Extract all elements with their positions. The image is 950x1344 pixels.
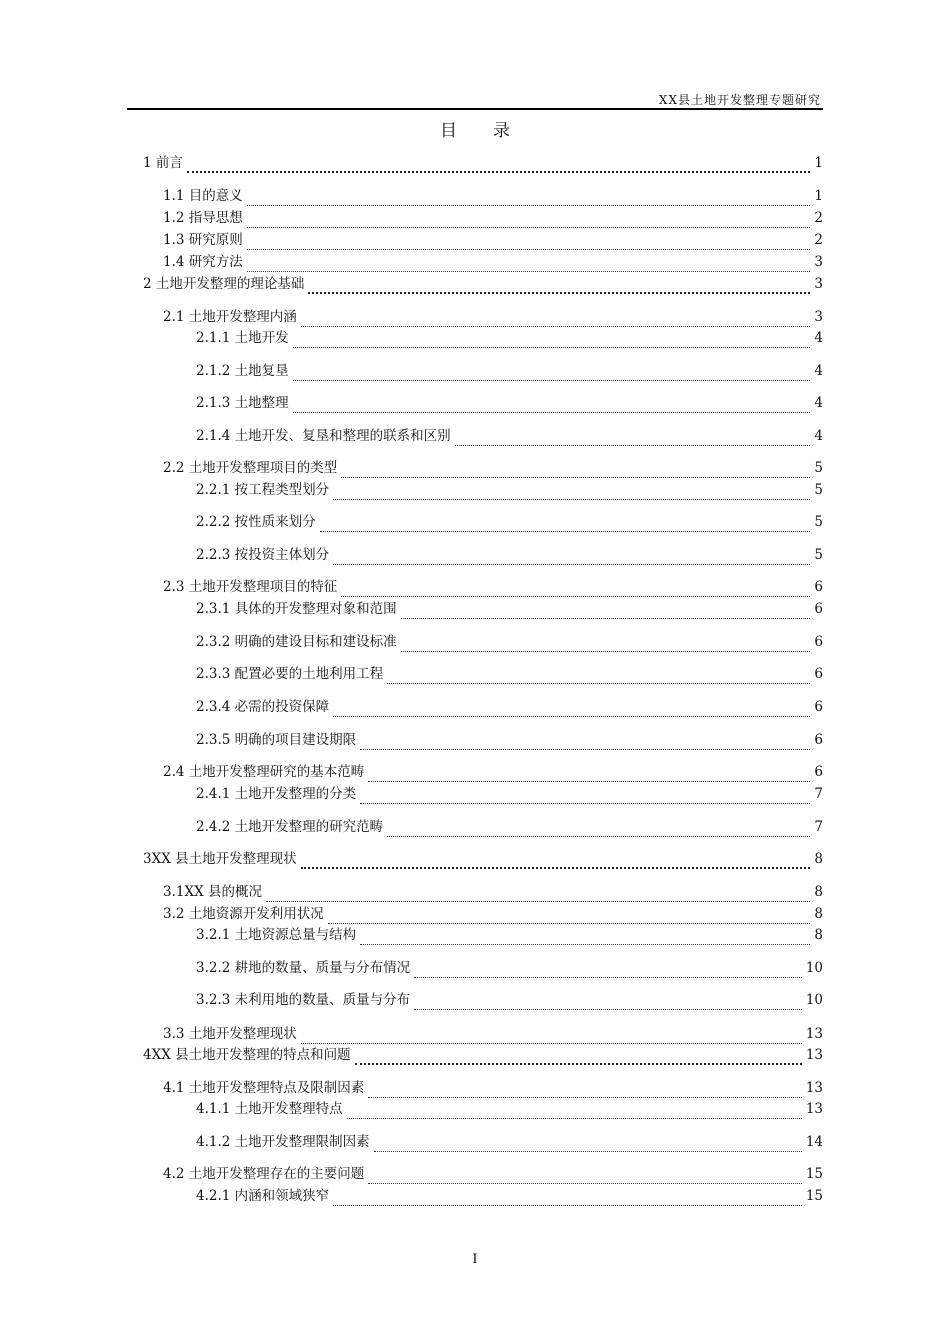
toc-entry-page: 14 — [805, 1134, 823, 1150]
toc-entry-page: 15 — [805, 1188, 823, 1204]
dot-leader — [355, 1049, 802, 1065]
toc-entry-page: 7 — [814, 819, 823, 835]
dot-leader — [333, 1191, 802, 1206]
dot-leader — [266, 887, 810, 902]
toc-entry[interactable] — [196, 599, 823, 619]
dot-leader — [374, 1137, 802, 1152]
toc-entry[interactable] — [163, 1078, 823, 1098]
toc-entry[interactable] — [163, 577, 823, 597]
toc-entry[interactable] — [196, 393, 823, 413]
toc-entry-page: 5 — [814, 547, 823, 563]
dot-leader — [341, 582, 810, 597]
dot-leader — [333, 550, 810, 565]
toc-entry[interactable] — [163, 252, 823, 272]
toc-entry[interactable] — [196, 697, 823, 717]
toc-entry-label: 4.1.2 土地开发整理限制因素 — [196, 1134, 370, 1150]
toc-entry-page: 8 — [814, 927, 823, 943]
dot-leader — [368, 1169, 802, 1184]
dot-leader — [187, 157, 811, 173]
toc-entry-page: 15 — [805, 1166, 823, 1182]
toc-entry[interactable] — [196, 328, 823, 348]
toc-entry-label: 2.1.1 土地开发 — [196, 330, 289, 346]
toc-entry-label: 2.3.5 明确的项目建设期限 — [196, 732, 357, 748]
toc-entry-label: 2.3.1 具体的开发整理对象和范围 — [196, 601, 397, 617]
toc-entry[interactable] — [163, 208, 823, 228]
toc-entry[interactable] — [196, 817, 823, 837]
dot-leader — [401, 604, 811, 619]
dot-leader — [301, 312, 811, 327]
toc-entry[interactable] — [163, 307, 823, 327]
toc-entry-page: 1 — [814, 188, 823, 204]
dot-leader — [455, 431, 811, 446]
toc-entry[interactable] — [196, 1099, 823, 1119]
toc-entry-label: 1.2 指导思想 — [163, 210, 243, 226]
toc-entry-label: 2.3.2 明确的建设目标和建设标准 — [196, 634, 397, 650]
toc-entry-label: 2.2.3 按投资主体划分 — [196, 547, 330, 563]
toc-entry-page: 8 — [814, 851, 823, 867]
page-number: I — [472, 1252, 478, 1267]
toc-entry-page: 5 — [814, 514, 823, 530]
toc-entry-page: 4 — [814, 330, 823, 346]
dot-leader — [308, 278, 810, 294]
toc-entry-page: 4 — [814, 363, 823, 379]
toc-entry-label: 2.2.2 按性质来划分 — [196, 514, 316, 530]
toc-entry-page: 10 — [805, 960, 823, 976]
toc-entry[interactable] — [196, 480, 823, 500]
toc-entry-page: 6 — [814, 699, 823, 715]
toc-entry-page: 6 — [814, 601, 823, 617]
dot-leader — [368, 767, 810, 782]
toc-entry[interactable] — [163, 882, 823, 902]
toc-entry[interactable] — [196, 1132, 823, 1152]
toc-entry-page: 3 — [814, 276, 823, 292]
toc-entry-label: 1.3 研究原则 — [163, 232, 243, 248]
toc-entry-page: 8 — [814, 906, 823, 922]
dot-leader — [333, 702, 810, 717]
toc-entry-label: 2.4.1 土地开发整理的分类 — [196, 786, 357, 802]
dot-leader — [387, 669, 810, 684]
toc-entry-label: 2.1 土地开发整理内涵 — [163, 309, 297, 325]
toc-entry-label: 2.1.4 土地开发、复垦和整理的联系和区别 — [196, 428, 451, 444]
toc-entry-label: 1.4 研究方法 — [163, 254, 243, 270]
toc-entry-page: 5 — [814, 460, 823, 476]
toc-entry-page: 7 — [814, 786, 823, 802]
toc-entry-page: 5 — [814, 482, 823, 498]
dot-leader — [301, 1029, 802, 1044]
toc-entry[interactable] — [163, 1164, 823, 1184]
toc-entry[interactable] — [163, 904, 823, 924]
toc-entry-label: 2 土地开发整理的理论基础 — [143, 276, 305, 292]
toc-entry-page: 8 — [814, 884, 823, 900]
toc-entry-label: 4.2.1 内涵和领域狭窄 — [196, 1188, 330, 1204]
dot-leader — [328, 909, 811, 924]
toc-entry-page: 13 — [805, 1047, 823, 1063]
toc-entry[interactable] — [143, 153, 823, 173]
toc-entry-label: 2.4.2 土地开发整理的研究范畴 — [196, 819, 384, 835]
dot-leader — [360, 930, 810, 945]
toc-entry-label: 2.3.4 必需的投资保障 — [196, 699, 330, 715]
toc-entry[interactable] — [163, 762, 823, 782]
toc-entry-label: 1 前言 — [143, 155, 183, 171]
dot-leader — [293, 398, 811, 413]
toc-entry-label: 2.3.3 配置必要的土地利用工程 — [196, 666, 384, 682]
toc-entry[interactable] — [163, 230, 823, 250]
dot-leader — [368, 1083, 802, 1098]
dot-leader — [293, 333, 811, 348]
toc-entry[interactable] — [196, 990, 823, 1010]
toc-entry[interactable] — [196, 512, 823, 532]
dot-leader — [414, 995, 802, 1010]
toc-entry-page: 4 — [814, 395, 823, 411]
dot-leader — [301, 853, 811, 869]
dot-leader — [320, 517, 811, 532]
toc-entry[interactable] — [196, 361, 823, 381]
dot-leader — [347, 1104, 802, 1119]
toc-entry[interactable] — [143, 274, 823, 294]
toc-entry-page: 6 — [814, 666, 823, 682]
page-header — [127, 91, 823, 110]
dot-leader — [360, 789, 810, 804]
dot-leader — [333, 485, 810, 500]
toc-entry[interactable] — [196, 632, 823, 652]
toc-entry-page: 10 — [805, 992, 823, 1008]
toc-entry[interactable] — [196, 426, 823, 446]
toc-entry[interactable] — [143, 849, 823, 869]
dot-leader — [360, 735, 810, 750]
toc-entry[interactable] — [196, 664, 823, 684]
dot-leader — [341, 463, 810, 478]
toc-entry-label: 3XX 县土地开发整理现状 — [143, 851, 297, 867]
toc-entry[interactable] — [196, 1186, 823, 1206]
dot-leader — [247, 191, 811, 206]
toc-entry-page: 6 — [814, 764, 823, 780]
dot-leader — [247, 235, 811, 250]
toc-entry[interactable] — [196, 545, 823, 565]
toc-entry-page: 6 — [814, 579, 823, 595]
dot-leader — [293, 366, 811, 381]
toc-entry-label: 2.1.2 土地复垦 — [196, 363, 289, 379]
toc-entry-label: 3.2.2 耕地的数量、质量与分布情况 — [196, 960, 411, 976]
toc-entry[interactable] — [196, 784, 823, 804]
toc-entry-label: 3.2.3 未利用地的数量、质量与分布 — [196, 992, 411, 1008]
toc-entry-label: 4.2 土地开发整理存在的主要问题 — [163, 1166, 365, 1182]
toc-entry-page: 13 — [805, 1101, 823, 1117]
toc-entry[interactable] — [196, 730, 823, 750]
toc-entry-label: 2.2 土地开发整理项目的类型 — [163, 460, 338, 476]
toc-entry-page: 1 — [814, 155, 823, 171]
toc-entry-page: 3 — [814, 254, 823, 270]
toc-entry[interactable] — [143, 1045, 823, 1065]
toc-entry-page: 2 — [814, 232, 823, 248]
dot-leader — [247, 257, 811, 272]
toc-entry-label: 3.3 土地开发整理现状 — [163, 1026, 297, 1042]
toc-entry-label: 3.2 土地资源开发利用状况 — [163, 906, 324, 922]
dot-leader — [414, 963, 802, 978]
toc-title: 目录 — [440, 121, 546, 141]
toc-entry[interactable] — [163, 1024, 823, 1044]
toc-entry-page: 4 — [814, 428, 823, 444]
toc-entry-page: 3 — [814, 309, 823, 325]
toc-entry-page: 6 — [814, 732, 823, 748]
toc-entry-page: 13 — [805, 1080, 823, 1096]
dot-leader — [387, 822, 810, 837]
toc-entry-label: 2.3 土地开发整理项目的特征 — [163, 579, 338, 595]
toc-entry-page: 13 — [805, 1026, 823, 1042]
toc-entry-label: 2.4 土地开发整理研究的基本范畴 — [163, 764, 365, 780]
toc-entry-page: 6 — [814, 634, 823, 650]
dot-leader — [247, 213, 811, 228]
toc-entry[interactable] — [196, 925, 823, 945]
toc-entry-label: 4.1.1 土地开发整理特点 — [196, 1101, 343, 1117]
toc-entry-label: 4XX 县土地开发整理的特点和问题 — [143, 1047, 351, 1063]
toc-entry-page: 2 — [814, 210, 823, 226]
toc-entry[interactable] — [163, 458, 823, 478]
toc-entry[interactable] — [196, 958, 823, 978]
toc-entry-label: 4.1 土地开发整理特点及限制因素 — [163, 1080, 365, 1096]
toc-entry-label: 3.1XX 县的概况 — [163, 884, 262, 900]
dot-leader — [401, 637, 811, 652]
toc-entry-label: 1.1 目的意义 — [163, 188, 243, 204]
toc-entry-label: 3.2.1 土地资源总量与结构 — [196, 927, 357, 943]
header-title: XX县土地开发整理专题研究 — [658, 93, 821, 107]
toc-entry-label: 2.1.3 土地整理 — [196, 395, 289, 411]
toc-entry[interactable] — [163, 186, 823, 206]
toc-entry-label: 2.2.1 按工程类型划分 — [196, 482, 330, 498]
